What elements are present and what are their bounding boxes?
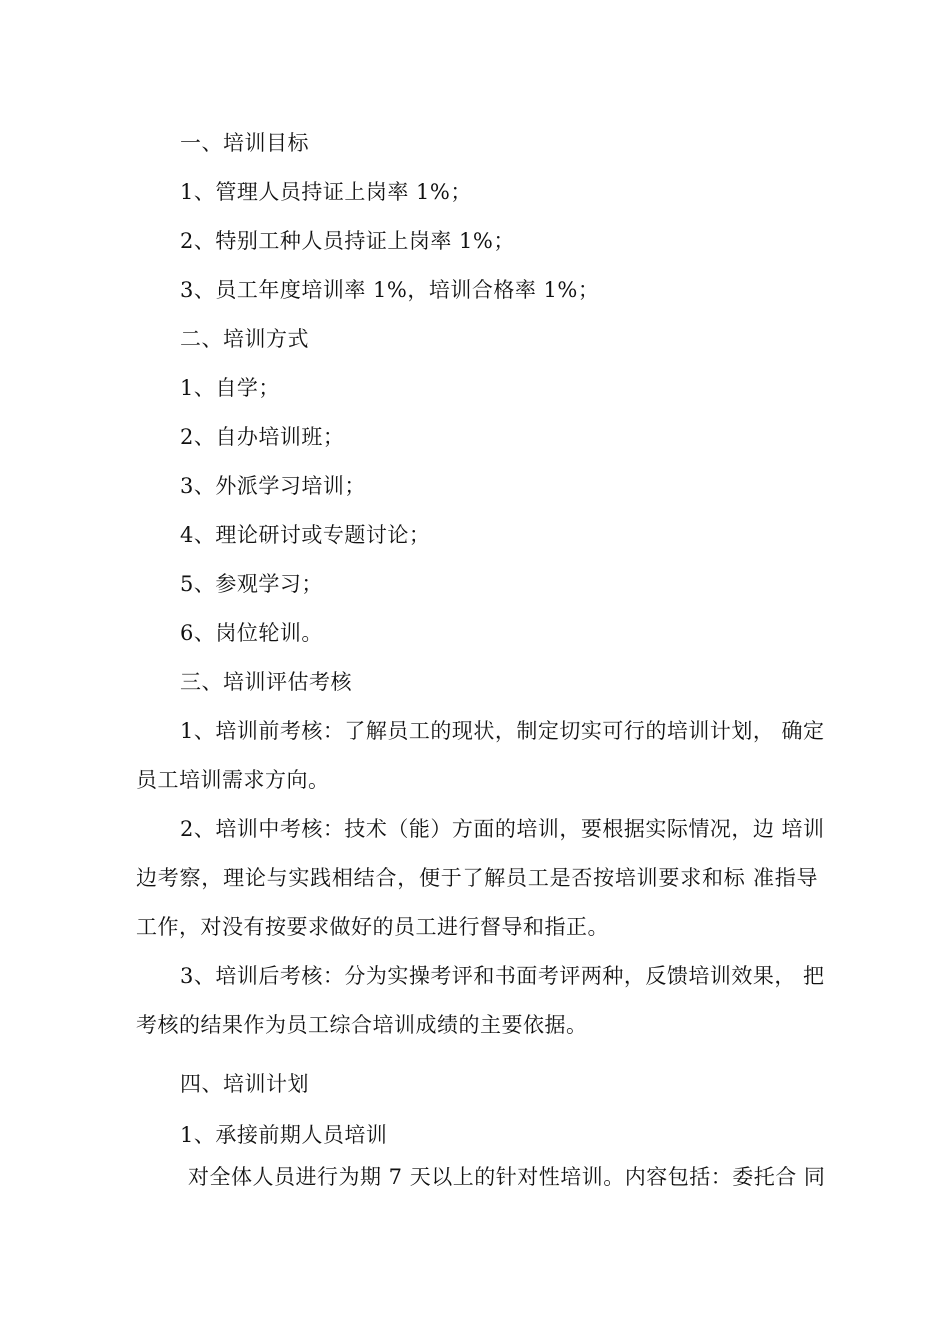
paragraph-line: 2、培训中考核：技术（能）方面的培训，要根据实际情况，边 培训 bbox=[180, 817, 825, 841]
paragraph-line: 3、员工年度培训率 1%，培训合格率 1%； bbox=[180, 278, 600, 302]
paragraph-line: 1、培训前考核：了解员工的现状，制定切实可行的培训计划， 确定 bbox=[180, 719, 825, 743]
heading-training-evaluation: 三、培训评估考核 bbox=[180, 670, 352, 694]
paragraph-line: 2、特别工种人员持证上岗率 1%； bbox=[180, 229, 515, 253]
paragraph-line: 边考察，理论与实践相结合，便于了解员工是否按培训要求和标 准指导 bbox=[136, 866, 818, 890]
paragraph-line: 考核的结果作为员工综合培训成绩的主要依据。 bbox=[136, 1013, 588, 1037]
paragraph-line: 3、培训后考核：分为实操考评和书面考评两种，反馈培训效果， 把 bbox=[180, 964, 825, 988]
heading-training-goals: 一、培训目标 bbox=[180, 131, 309, 155]
heading-training-methods: 二、培训方式 bbox=[180, 327, 309, 351]
paragraph-line: 4、理论研讨或专题讨论； bbox=[180, 523, 431, 547]
paragraph-line: 1、自学； bbox=[180, 376, 280, 400]
paragraph-line: 1、管理人员持证上岗率 1%； bbox=[180, 180, 472, 204]
heading-training-plan: 四、培训计划 bbox=[180, 1072, 309, 1096]
paragraph-line: 3、外派学习培训； bbox=[180, 474, 366, 498]
paragraph-line: 5、参观学习； bbox=[180, 572, 323, 596]
paragraph-line: 1、承接前期人员培训 bbox=[180, 1123, 388, 1147]
paragraph-line: 员工培训需求方向。 bbox=[136, 768, 330, 792]
paragraph-line: 6、岗位轮训。 bbox=[180, 621, 323, 645]
paragraph-line: 2、自办培训班； bbox=[180, 425, 345, 449]
paragraph-line: 工作，对没有按要求做好的员工进行督导和指正。 bbox=[136, 915, 609, 939]
paragraph-line: 对全体人员进行为期 7 天以上的针对性培训。内容包括：委托合 同 bbox=[188, 1165, 826, 1189]
